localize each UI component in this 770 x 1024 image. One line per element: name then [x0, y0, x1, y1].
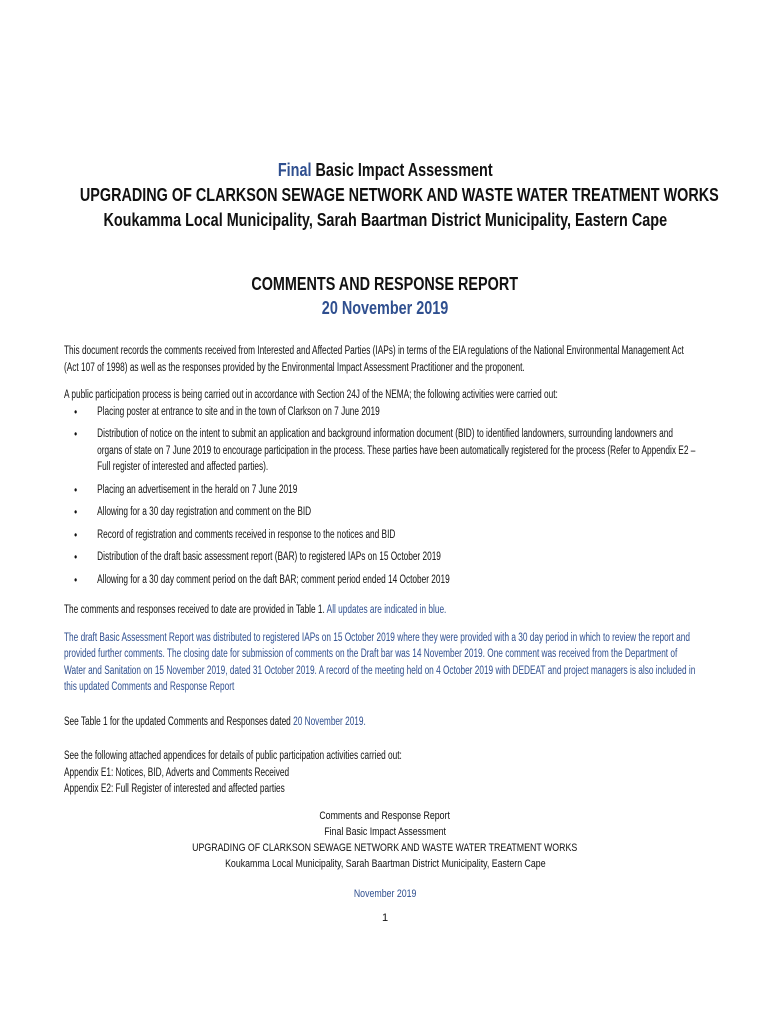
report-heading-block: [0, 272, 770, 320]
list-item: • Record of registration and comments received in response to the notices and BID: [74, 527, 396, 542]
bullet-icon: •: [74, 572, 78, 587]
footer-line-3: UPGRADING OF CLARKSON SEWAGE NETWORK AND WASTE WATER TREATMENT WORKS: [192, 842, 578, 854]
updates-note: All updates are indicated in blue.: [326, 604, 447, 616]
report-heading: COMMENTS AND RESPONSE REPORT: [251, 274, 519, 294]
bullet-icon: •: [74, 527, 78, 542]
see-table-note: See Table 1 for the updated Comments and Responses dated 20 November 2019.: [64, 715, 366, 728]
participation-activities-list: [64, 404, 698, 589]
document-title: [0, 158, 770, 183]
list-item: • Allowing for a 30 day comment period on the daft BAR; comment period ended 14 October 2019: [74, 572, 450, 587]
intro-paragraph: This document records the comments received from Interested and Affected Parties (IAPs) in terms of the EIA regulations of the National Environmental Management Act (Act 107 of 1998) as well as the responses provided by the Environmental Impact Assessment Practitioner and the proponent.: [64, 345, 684, 374]
title-block: [0, 158, 770, 233]
project-title: UPGRADING OF CLARKSON SEWAGE NETWORK AND WASTE WATER TREATMENT WORKS: [79, 185, 719, 205]
list-item: • Allowing for a 30 day registration and comment on the BID: [74, 505, 312, 519]
bullet-icon: •: [74, 482, 78, 497]
appendices-intro: See the following attached appendices for details of public participation activities carried out:: [64, 750, 402, 762]
draft-bar-paragraph: The draft Basic Assessment Report was distributed to registered IAPs on 15 October 2019 where they were provided with a 30 day period in which to review the report and provided further comments. The closing date for submission of comments on the Draft bar was 14 November 2019. One comment was received from the Department of Water and Sanitation on 15 November 2019, dated 31 October 2019. A record of the meeting held on 4 October 2019 with DEDEAT and project managers is also included in this updated Comments and Response Report: [64, 631, 696, 693]
footer-date: November 2019: [353, 888, 417, 900]
bullet-icon: •: [74, 505, 78, 519]
footer-line-4: Koukamma Local Municipality, Sarah Baartman District Municipality, Eastern Cape: [224, 858, 546, 870]
project-location: Koukamma Local Municipality, Sarah Baartman District Municipality, Eastern Cape: [103, 210, 667, 230]
list-item: • Placing an advertisement in the herald on 7 June 2019: [74, 482, 298, 497]
appendix-e2: Appendix E2: Full Register of interested and affected parties: [64, 783, 285, 795]
bullet-icon: •: [74, 550, 78, 564]
title-rest: Basic Impact Assessment: [311, 160, 493, 180]
page-number: 1: [381, 912, 389, 924]
report-date: 20 November 2019: [321, 298, 449, 318]
bullet-icon: •: [74, 427, 78, 441]
list-item: • Placing poster at entrance to site and in the town of Clarkson on 7 June 2019: [74, 404, 380, 419]
document-body: [64, 343, 698, 798]
title-final-word: Final: [277, 160, 312, 180]
participation-intro: A public participation process is being carried out in accordance with Section 24J of the NEMA; the following activities were carried out:: [64, 389, 558, 401]
page-footer: [0, 808, 770, 902]
footer-line-1: Comments and Response Report: [319, 810, 451, 822]
bullet-icon: •: [74, 404, 78, 419]
table-note: The comments and responses received to date are provided in Table 1. All updates are indicated in blue.: [64, 604, 447, 616]
list-item: • Distribution of notice on the intent to submit an application and background information document (BID) to identified landowners, surrounding landowners and organs of state on 7 June 2019 to encourage participation in the process. These parties have been automatically registered for the process (Refer to Appendix E2 – Full register of interested and affected parties).: [74, 427, 696, 473]
list-item: • Distribution of the draft basic assessment report (BAR) to registered IAPs on 15 October 2019: [74, 550, 441, 564]
appendix-e1: Appendix E1: Notices, BID, Adverts and Comments Received: [64, 766, 290, 779]
footer-line-2: Final Basic Impact Assessment: [324, 826, 446, 838]
